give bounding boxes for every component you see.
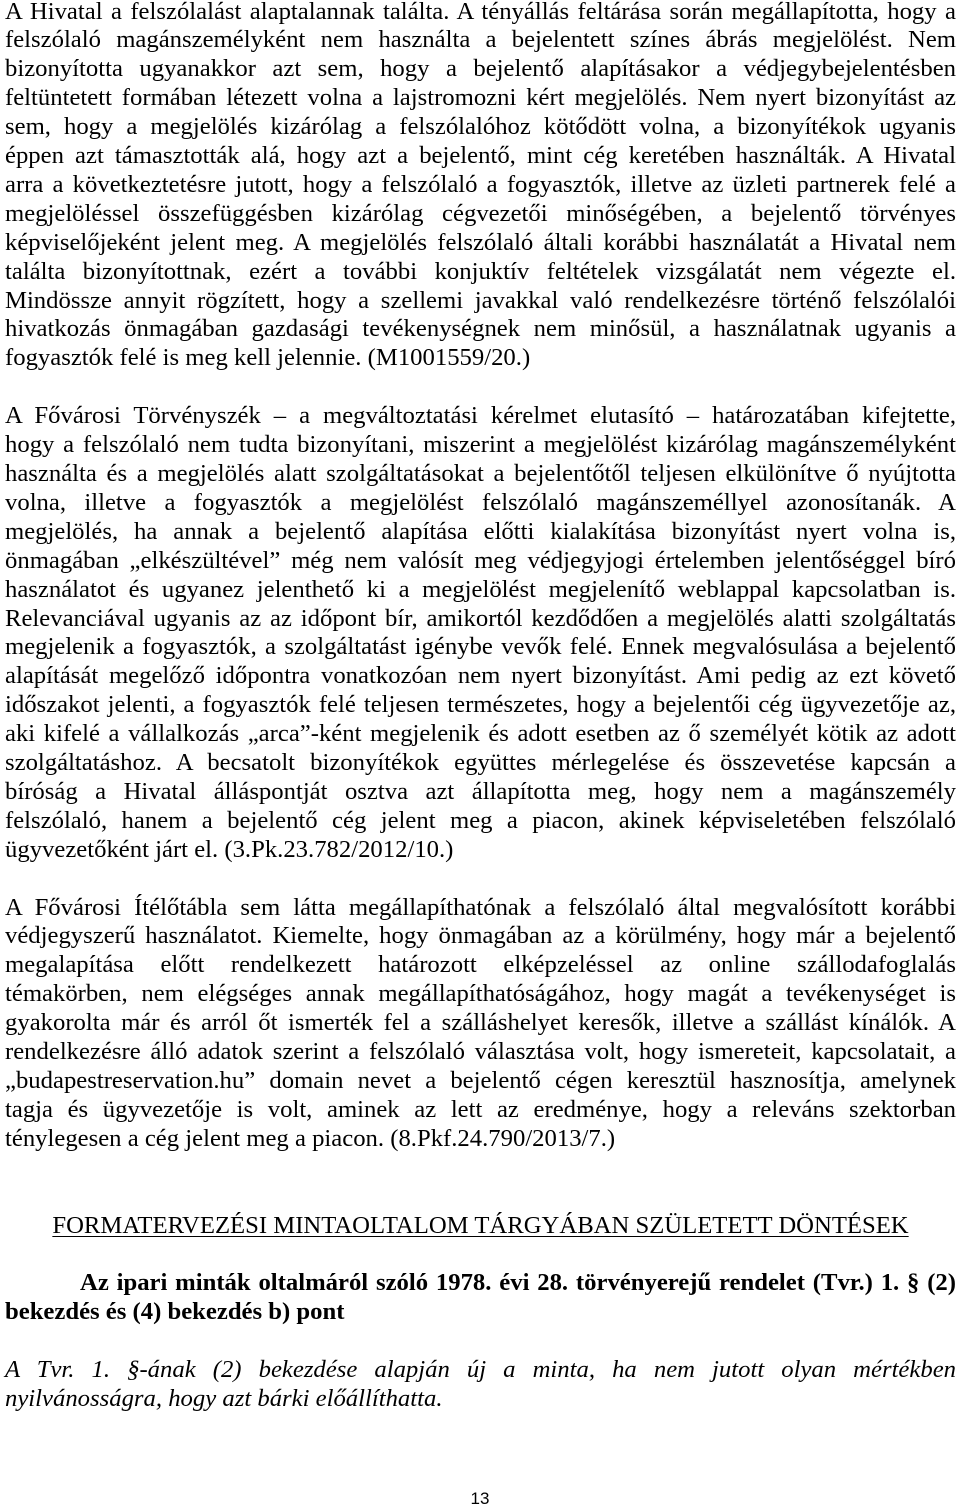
text-line: önmagában „elkészültével” még nem valósít meg védjegyjogi értelemben jelentőséggel bíró [5,546,956,574]
page-number: 13 [470,1489,490,1508]
text-line: felszólaló magánszemélyként nem használta a bejelentett színes ábrás megjelölést. Nem [5,26,956,54]
text-line: A Tvr. 1. §-ának (2) bekezdése alapján új a minta, ha nem jutott olyan mértékben [5,1356,956,1384]
text-line: használta és a megjelölés alatt szolgáltatásokat a bejelentőtől teljesen elkülönítve ő nyújtotta [5,459,956,487]
text-line: aki kifelé a vállalkozás „arca”-ként megjelenik és adott esetben az ő személyét kötik az adott [5,720,956,748]
text-line: védjegyszerű használatot. Kiemelte, hogy önmagában az a körülmény, hogy már a bejelentő [5,922,956,950]
text-line: Relevanciával ugyanis az az időpont bír, amikortól kezdődően a megjelölés alatti szolgáltatás [5,604,956,632]
text-line: képviselőjeként jelent meg. A megjelölés felszólaló általi korábbi használatát a Hivatal nem [5,228,956,256]
text-line: megjelenik a fogyasztók, a szolgáltatást igénybe vevők felé. Ennek megvalósulása a bejelentő [5,633,956,661]
text-line: arra a következtetésre jutott, hogy a felszólaló a fogyasztók, illetve az üzleti partnerek felé a [5,170,956,198]
text-line: bekezdés és (4) bekezdés b) pont [5,1298,345,1326]
text-line: ténylegesen a cég jelent meg a piacon. (8.Pkf.24.790/2013/7.) [5,1124,616,1152]
paragraph-office-decision [5,0,956,373]
document-page [5,0,956,1414]
text-line: találta bizonyítottnak, ezért a további konjuktív feltételek vizsgálatát nem végezte el. [5,257,956,285]
text-line: szolgáltatáshoz. A becsatolt bizonyítékok együttes mérlegelése és összevetése kapcsán a [5,749,956,777]
section-heading: FORMATERVEZÉSI MINTAOLTALOM TÁRGYÁBAN SZÜLETETT DÖNTÉSEK [52,1211,909,1239]
text-line: fogyasztók felé is meg kell jelennie. (M1001559/20.) [5,344,531,372]
text-line: témakörben, nem elégséges annak megállapíthatóságához, hogy magát a tevékenységet is [5,980,956,1008]
text-line: megjelöléssel összefüggésben kizárólag cégvezetői minőségében, a bejelentő törvényes [5,199,956,227]
text-line: nyilvánosságra, hogy azt bárki előállíthatta. [5,1384,443,1412]
text-line: gyakorolta már és arról őt ismerték fel a szálláshelyet keresők, illetve a szállást kínálók. A [5,1009,956,1037]
text-line: alapítását megelőző időpontra vonatkozóan nem nyert bizonyítást. Ami pedig az ezt követő [5,662,956,690]
paragraph-appeal-court-decision [5,894,956,1154]
paragraph-tribunal-decision [5,402,956,865]
text-line: ügyvezetőként járt el. (3.Pk.23.782/2012/10.) [5,835,454,863]
text-line: hogy a felszólaló nem tudta bizonyítani, miszerint a megjelölést kizárólag magánszemélyként [5,431,956,459]
text-line: rendelkezésre álló adatok szerint a felszólaló választása volt, hogy ismereteit, kapcsolatait, a [5,1038,956,1066]
text-line: feltüntetett formában létezett volna a lajstromozni kért megjelölés. Nem nyert bizonyítást az [5,84,956,112]
text-line: időszakot jelenti, a fogyasztók felé teljesen természetes, hogy a bejelentői cég ügyvezetője az, [5,691,956,719]
text-line: éppen azt támasztották alá, hogy azt a bejelentő, mint cég keretében használták. A Hivatal [5,142,956,170]
text-line: volna, illetve a fogyasztók a megjelölést felszólaló magánszeméllyel azonosítanák. A [5,488,956,516]
text-line: sem, hogy a megjelölés kizárólag a felszólalóhoz kötődött volna, a bizonyítékok ugyanis [5,113,956,141]
text-line: „budapestreservation.hu” domain nevet a bejelentő cégen keresztül hasznosítja, amelynek [5,1067,956,1094]
text-line: hivatkozás önmagában gazdasági tevékenységnek nem minősül, a használatnak ugyanis a [5,315,956,343]
legal-reference [5,1269,956,1327]
text-line: Mindössze annyit rögzített, hogy a szellemi javakkal való rendelkezésre történő felszólalói [5,286,956,314]
text-line: megjelölés, ha annak a bejelentő alapítása előtti kialakítása bizonyítást nyert volna is, [5,517,956,545]
text-line: A Fővárosi Ítélőtábla sem látta megállapíthatónak a felszólaló által megvalósított korábbi [5,893,956,921]
text-line: bizonyította ugyanakkor azt sem, hogy a bejelentő alapításakor a védjegybejelentésben [5,55,956,83]
text-line: felszólaló, hanem a bejelentő cég jelent meg a piacon, akinek képviseletében felszólaló [5,806,956,834]
text-line: megalapítása előtt rendelkezett határozott elképzeléssel az online szállodafoglalás [5,951,956,979]
legal-principle [5,1356,956,1414]
text-line: használatot és ugyanez jelenthető ki a megjelölést megjelenítő weblappal kapcsolatban is. [5,575,956,603]
text-line: Az ipari minták oltalmáról szóló 1978. évi 28. törvényerejű rendelet (Tvr.) 1. § (2) [80,1269,956,1297]
text-line: bíróság a Hivatal álláspontját osztva azt állapította meg, hogy nem a magánszemély [5,777,956,805]
text-line: A Hivatal a felszólalást alaptalannak találta. A tényállás feltárása során megállapította, hogy a [5,0,956,25]
text-line: A Fővárosi Törvényszék – a megváltoztatási kérelmet elutasító – határozatában kifejtette, [5,402,956,430]
text-line: tagja és ügyvezetője is volt, aminek az lett az eredménye, hogy a releváns szektorban [5,1095,956,1123]
